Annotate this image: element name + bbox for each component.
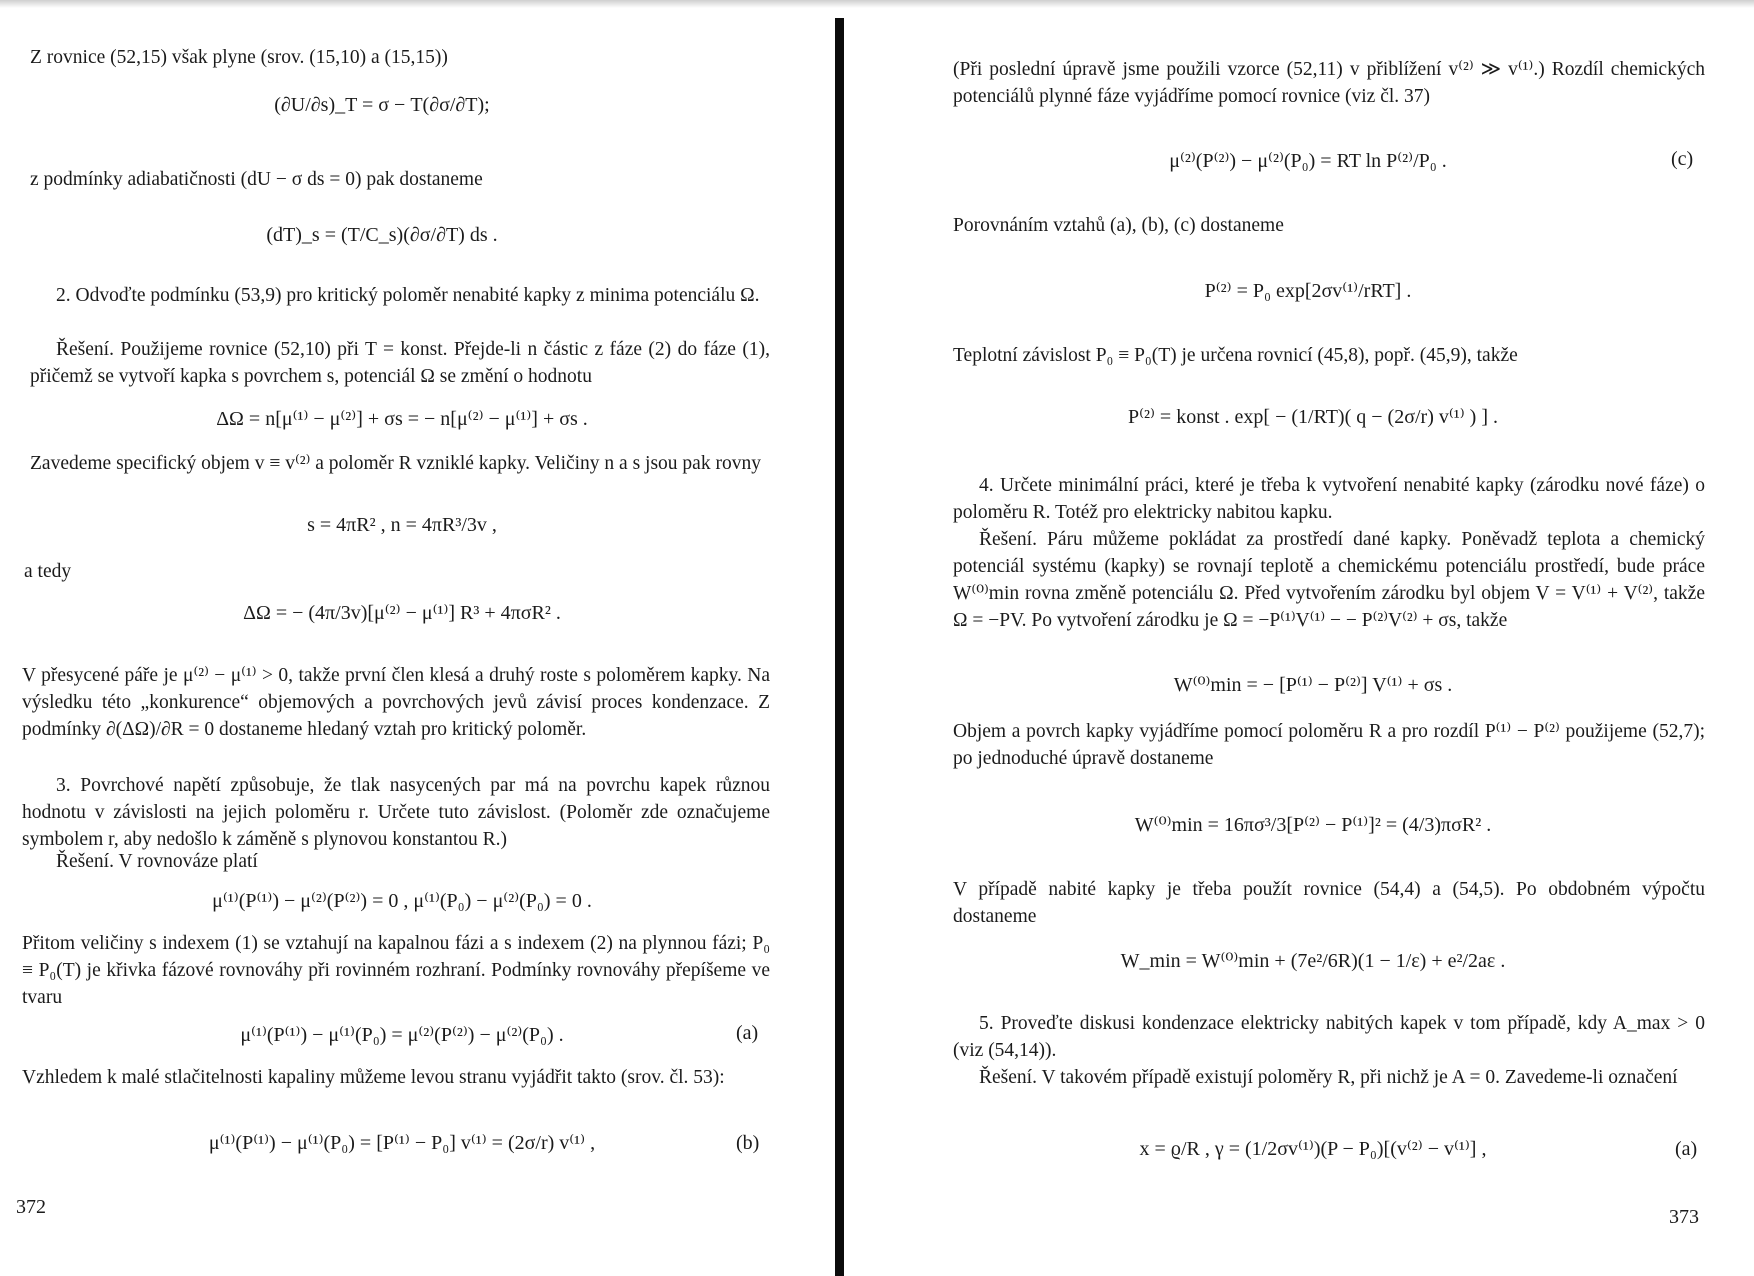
equation-7-label: (a) — [736, 1022, 759, 1044]
equation-wmin0-result: W⁽⁰⁾min = 16πσ³/3[P⁽²⁾ − P⁽¹⁾]² = (4/3)πσR² . — [1134, 814, 1492, 836]
equation-p2: P⁽²⁾ = P₀ exp[2σv⁽¹⁾/rRT] . — [1204, 280, 1412, 302]
a-tedy-text: a tedy — [24, 561, 72, 582]
approximation-note: (Při poslední úpravě jsme použili vzorce (52,11) v přiblížení v⁽²⁾ ≫ v⁽¹⁾.) Rozdíl chemických potenciálů plynné fáze vyjádříme pomocí rovnice (viz čl. 37) — [953, 59, 1705, 107]
problem-2: 2. Odvoďte podmínku (53,9) pro kritický poloměr nenabité kapky z minima potenciálu Ω. — [56, 285, 760, 306]
problem-5: 5. Proveďte diskusi kondenzace elektricky nabitých kapek v tom případě, kdy A_max > 0 (viz (54,14)). — [953, 1013, 1705, 1061]
volume-surface-text: Objem a povrch kapky vyjádříme pomocí poloměru R a pro rozdíl P⁽¹⁾ − P⁽²⁾ použijeme (52,7); po jednoduché úpravě dostaneme — [953, 721, 1705, 769]
supersaturation-text: V přesycené páře je μ⁽²⁾ − μ⁽¹⁾ > 0, takže první člen klesá a druhý roste s poloměrem kapky. Na výsledku této „konkurence“ objemových a povrchových jevů závisí proces kondenzace. Z podmínky ∂(ΔΩ)/∂R = 0 dostaneme hledaný vztah pro kritický poloměr. — [22, 665, 770, 740]
solution-2: Řešení. Použijeme rovnice (52,10) při T = konst. Přejde-li n částic z fáze (2) do fáze (1), přičemž se vytvoří kapka s povrchem s, potenciál Ω se změní o hodnotu — [30, 339, 770, 387]
intro-text: Z rovnice (52,15) však plyne (srov. (15,10) a (15,15)) — [30, 47, 448, 68]
equation-a-label: (a) — [1675, 1138, 1698, 1160]
equation-2: (dT)_s = (T/C_s)(∂σ/∂T) ds . — [266, 224, 498, 246]
equation-wmin0: W⁽⁰⁾min = − [P⁽¹⁾ − P⁽²⁾] V⁽¹⁾ + σs . — [1173, 674, 1453, 696]
equation-a-substitution: x = ϱ/R , γ = (1/2σv⁽¹⁾)(P − P₀)[(v⁽²⁾ − v⁽¹⁾] , — [1139, 1138, 1487, 1160]
solution-3: Řešení. V rovnováze platí — [56, 851, 258, 872]
charged-drop-text: V případě nabité kapky je třeba použít rovnice (54,4) a (54,5). Po obdobném výpočtu dostaneme — [953, 879, 1705, 927]
solution-4: Řešení. Páru můžeme pokládat za prostředí dané kapky. Poněvadž teplota a chemický potenciál systému (kapky) se rovnají teplotě a chemickému potenciálu prostředí, bude práce W⁽⁰⁾min rovna změně potenciálu Ω. Před vytvořením zárodku byl objem V = V⁽¹⁾ + V⁽²⁾, takže Ω = −PV. Po vytvoření zárodku je Ω = −P⁽¹⁾V⁽¹⁾ − − P⁽²⁾V⁽²⁾ + σs, takže — [953, 529, 1705, 631]
compressibility-text: Vzhledem k malé stlačitelnosti kapaliny můžeme levou stranu vyjádřit takto (srov. čl. 53): — [22, 1067, 725, 1088]
equation-wmin-charged: W_min = W⁽⁰⁾min + (7e²/6R)(1 − 1/ε) + e²/2aε . — [1120, 950, 1506, 972]
equation-4: s = 4πR² , n = 4πR³/3v , — [307, 514, 497, 536]
equation-5: ΔΩ = − (4π/3v)[μ⁽²⁾ − μ⁽¹⁾] R³ + 4πσR² . — [243, 602, 561, 624]
equation-p2-konst: P⁽²⁾ = konst . exp[ − (1/RT)( q − (2σ/r) v⁽¹⁾ ) ] . — [1127, 406, 1498, 428]
equation-8-label: (b) — [736, 1132, 760, 1154]
equation-1: (∂U/∂s)_T = σ − T(∂σ/∂T); — [274, 94, 490, 116]
equation-8: μ⁽¹⁾(P⁽¹⁾) − μ⁽¹⁾(P₀) = [P⁽¹⁾ − P₀] v⁽¹⁾ = (2σ/r) v⁽¹⁾ , — [208, 1132, 596, 1154]
page-number-right: 373 — [1669, 1206, 1699, 1228]
book-gutter — [835, 18, 844, 1276]
equation-6: μ⁽¹⁾(P⁽¹⁾) − μ⁽²⁾(P⁽²⁾) = 0 , μ⁽¹⁾(P₀) − μ⁽²⁾(P₀) = 0 . — [212, 890, 592, 912]
specific-volume-text: Zavedeme specifický objem v ≡ v⁽²⁾ a poloměr R vzniklé kapky. Veličiny n a s jsou pak rovny — [30, 453, 761, 474]
equation-7: μ⁽¹⁾(P⁽¹⁾) − μ⁽¹⁾(P₀) = μ⁽²⁾(P⁽²⁾) − μ⁽²⁾(P₀) . — [240, 1024, 564, 1046]
problem-3: 3. Povrchové napětí způsobuje, že tlak nasycených par má na povrchu kapek různou hodnotu v závislosti na jejich poloměru r. Určete tuto závislost. (Poloměr zde označujeme symbolem r, aby nedošlo k záměně s plynovou konstantou R.) — [22, 775, 770, 850]
problem-4: 4. Určete minimální práci, které je třeba k vytvoření nenabité kapky (zárodku nové fáze) o poloměru R. Totéž pro elektricky nabitou kapku. — [953, 475, 1705, 523]
page-number-left: 372 — [16, 1196, 46, 1218]
temperature-dependence-text: Teplotní závislost P₀ ≡ P₀(T) je určena rovnicí (45,8), popř. (45,9), takže — [953, 345, 1518, 366]
equation-c: μ⁽²⁾(P⁽²⁾) − μ⁽²⁾(P₀) = RT ln P⁽²⁾/P₀ . — [1169, 150, 1447, 172]
solution-5: Řešení. V takovém případě existují poloměry R, při nichž je A = 0. Zavedeme-li označení — [979, 1067, 1678, 1088]
scan-top-edge — [0, 0, 1754, 8]
adiabatic-text: z podmínky adiabatičnosti (dU − σ ds = 0) pak dostaneme — [30, 169, 483, 190]
indices-text: Přitom veličiny s indexem (1) se vztahují na kapalnou fázi a s indexem (2) na plynnou fázi; P₀ ≡ P₀(T) je křivka fázové rovnováhy při rovinném rozhraní. Podmínky rovnováhy přepíšeme ve tvaru — [22, 933, 770, 1008]
equation-c-label: (c) — [1671, 148, 1694, 170]
comparison-text: Porovnáním vztahů (a), (b), (c) dostaneme — [953, 215, 1284, 236]
equation-3: ΔΩ = n[μ⁽¹⁾ − μ⁽²⁾] + σs = − n[μ⁽²⁾ − μ⁽¹⁾] + σs . — [216, 408, 588, 430]
